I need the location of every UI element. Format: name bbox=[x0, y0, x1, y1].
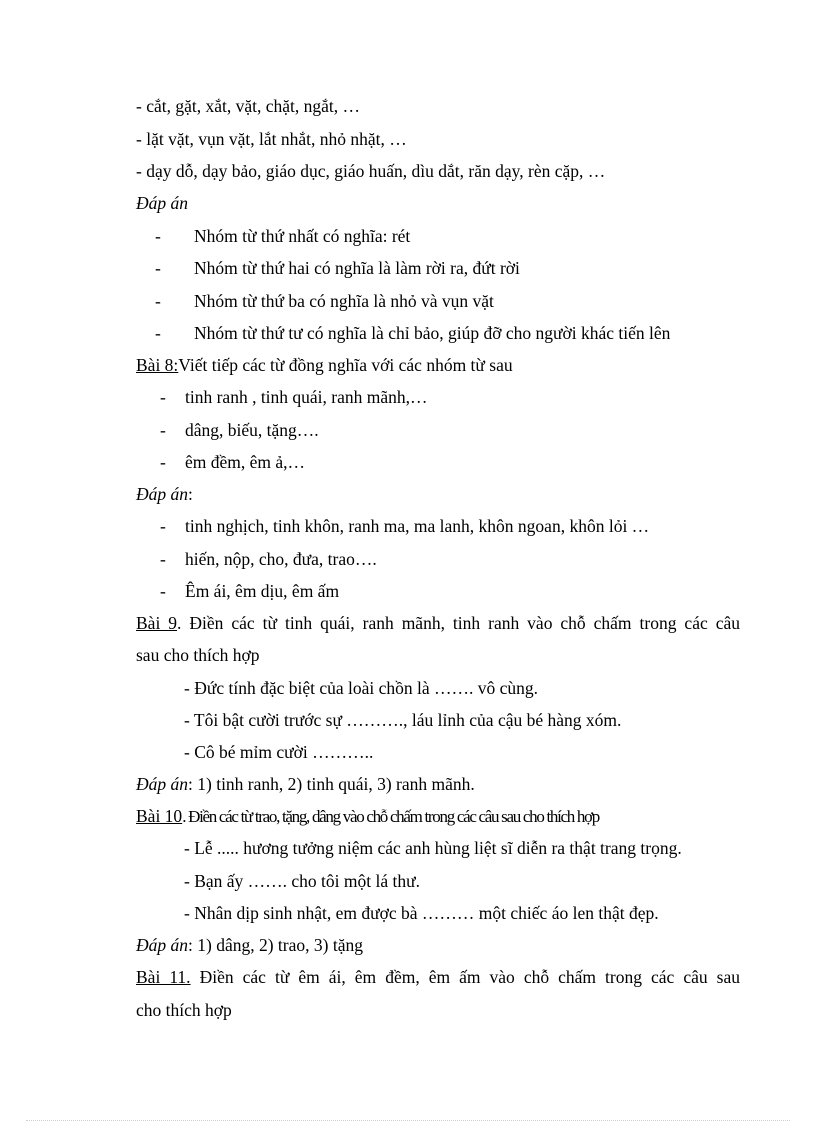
bai9-heading bbox=[136, 612, 740, 634]
bai10-sentence: - Nhân dịp sinh nhật, em được bà ……… một chiếc áo len thật đẹp. bbox=[184, 903, 659, 923]
bai9-sentence: - Đức tính đặc biệt của loài chồn là ……. vô cùng. bbox=[184, 678, 539, 698]
bai10-answer-text: : 1) dâng, 2) trao, 3) tặng bbox=[188, 935, 363, 955]
bai7-answer-text: Nhóm từ thứ nhất có nghĩa: rét bbox=[194, 226, 411, 246]
bai9-sentence: - Cô bé mỉm cười ……….. bbox=[184, 742, 374, 762]
bai9-answer bbox=[136, 773, 475, 795]
bai9-text-continued: sau cho thích hợp bbox=[136, 645, 260, 665]
bullet-dash: - bbox=[155, 291, 161, 311]
bullet-dash: - bbox=[155, 323, 161, 343]
bai8-answer-item bbox=[160, 515, 650, 537]
bullet-dash: - bbox=[155, 258, 161, 278]
bullet-dash: - bbox=[160, 581, 166, 601]
bai9-label: Bài 9 bbox=[136, 613, 178, 633]
bai11-text-continued: cho thích hợp bbox=[136, 1000, 232, 1020]
bullet-dash: - bbox=[160, 516, 166, 536]
bai10-sentence: - Lễ ..... hương tưởng niệm các anh hùng liệt sĩ diễn ra thật trang trọng. bbox=[184, 838, 682, 858]
bai10-answer bbox=[136, 934, 363, 956]
bai8-item-text: dâng, biếu, tặng…. bbox=[185, 420, 319, 440]
bai7-answer-item bbox=[155, 257, 520, 279]
answer-label-bai7: Đáp án bbox=[136, 193, 189, 213]
bai8-item-text: êm đềm, êm ả,… bbox=[185, 452, 306, 472]
bai8-label: Bài 8: bbox=[136, 355, 179, 375]
bai11-heading bbox=[136, 966, 740, 988]
bai9-sentence: - Tôi bật cười trước sự ………., láu lỉnh của cậu bé hàng xóm. bbox=[184, 710, 622, 730]
bai10-sentence: - Bạn ấy ……. cho tôi một lá thư. bbox=[184, 871, 420, 891]
bai7-answer-item bbox=[155, 225, 411, 247]
bai9-text: . Điền các từ tinh quái, ranh mãnh, tinh ranh vào chỗ chấm trong các câu bbox=[177, 613, 740, 633]
bai8-item bbox=[160, 419, 319, 441]
bai8-item bbox=[160, 451, 306, 473]
intro-line-1: - cắt, gặt, xắt, vặt, chặt, ngắt, … bbox=[136, 96, 361, 116]
bai8-answer-text: Êm ái, êm dịu, êm ấm bbox=[185, 581, 340, 601]
bai8-answer-item bbox=[160, 548, 377, 570]
bai11-text: Điền các từ êm ái, êm đềm, êm ấm vào chỗ chấm trong các câu sau bbox=[190, 967, 740, 987]
bai8-answer-text: hiến, nộp, cho, đưa, trao…. bbox=[185, 549, 377, 569]
bai10-label: Bài 10 bbox=[136, 806, 183, 826]
bai7-answer-item bbox=[155, 322, 671, 344]
bai8-item bbox=[160, 386, 428, 408]
answer-label: Đáp án bbox=[136, 935, 189, 955]
bai8-item-text: tinh ranh , tinh quái, ranh mãnh,… bbox=[185, 387, 428, 407]
bai7-answer-item bbox=[155, 290, 494, 312]
bullet-dash: - bbox=[155, 226, 161, 246]
bai10-heading bbox=[136, 805, 599, 828]
bullet-dash: - bbox=[160, 387, 166, 407]
bai7-answer-text: Nhóm từ thứ ba có nghĩa là nhỏ và vụn vặt bbox=[194, 291, 494, 311]
bai10-text: . Điền các từ trao, tặng, dâng vào chỗ chấm trong các câu sau cho thích hợp bbox=[182, 807, 600, 826]
page-bottom-divider bbox=[26, 1120, 790, 1121]
bullet-dash: - bbox=[160, 549, 166, 569]
bai8-answer-item bbox=[160, 580, 340, 602]
intro-line-3: - dạy dỗ, dạy bảo, giáo dục, giáo huấn, dìu dắt, răn dạy, rèn cặp, … bbox=[136, 161, 606, 181]
bai7-answer-text: Nhóm từ thứ hai có nghĩa là làm rời ra, đứt rời bbox=[194, 258, 520, 278]
bai8-text: Viết tiếp các từ đồng nghĩa với các nhóm từ sau bbox=[178, 355, 513, 375]
bullet-dash: - bbox=[160, 420, 166, 440]
bullet-dash: - bbox=[160, 452, 166, 472]
bai9-answer-text: : 1) tinh ranh, 2) tinh quái, 3) ranh mãnh. bbox=[188, 774, 475, 794]
intro-line-2: - lặt vặt, vụn vặt, lắt nhắt, nhỏ nhặt, … bbox=[136, 129, 407, 149]
answer-label-bai8: Đáp án: bbox=[136, 484, 193, 504]
bai7-answer-text: Nhóm từ thứ tư có nghĩa là chỉ bảo, giúp đỡ cho người khác tiến lên bbox=[194, 323, 671, 343]
bai8-answer-text: tinh nghịch, tinh khôn, ranh ma, ma lanh, khôn ngoan, khôn lỏi … bbox=[185, 516, 650, 536]
bai11-label: Bài 11. bbox=[136, 967, 191, 987]
bai8-heading bbox=[136, 354, 513, 376]
answer-label: Đáp án bbox=[136, 774, 189, 794]
